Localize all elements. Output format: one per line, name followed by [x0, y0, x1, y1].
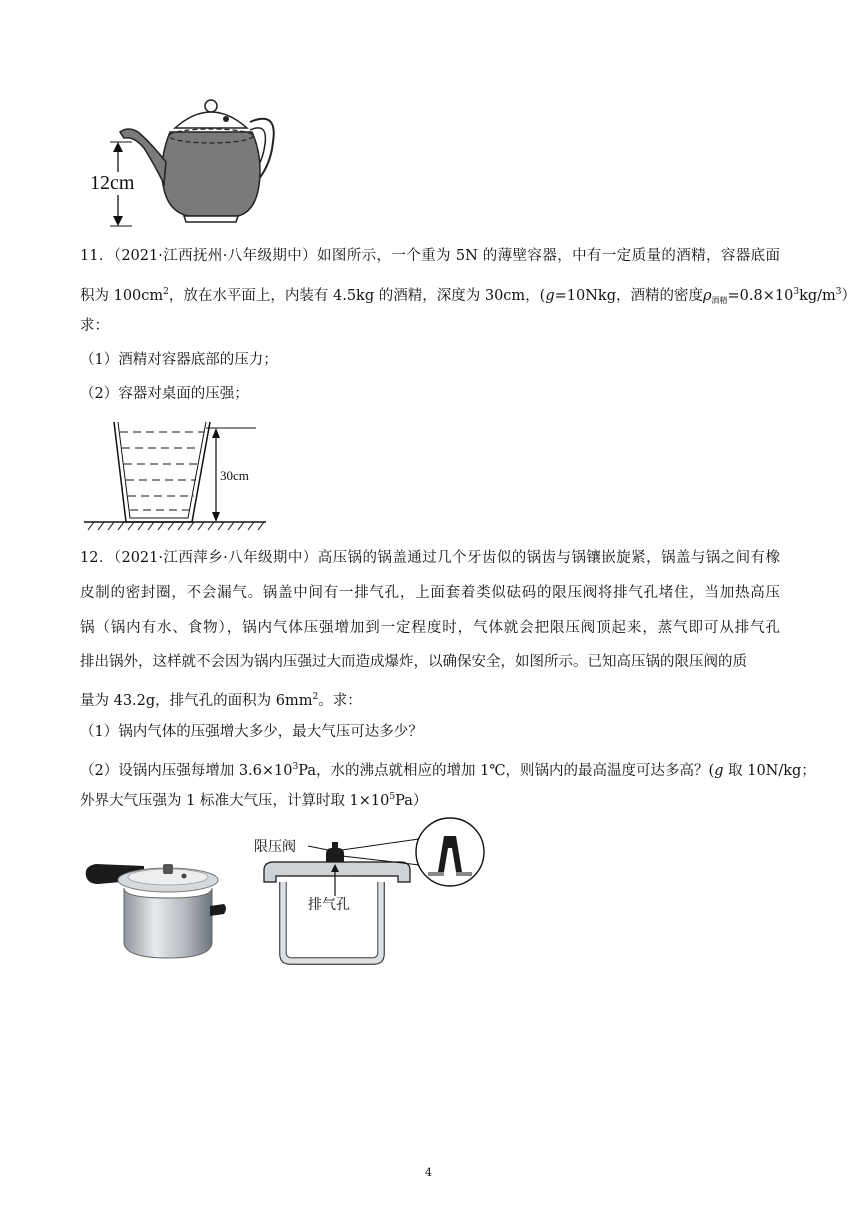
pressure-cooker-illustration [84, 846, 228, 966]
teapot-illustration [80, 92, 280, 232]
q11-line3: 求： [80, 318, 109, 334]
depth-label: 30cm [220, 468, 249, 483]
container-figure [80, 418, 270, 530]
cooker-cross-section [250, 818, 490, 972]
q12-line-last: 外界大气压强为 1 标准大气压，计算时取 $1\times 10^5Pa$） [80, 792, 428, 809]
q11-sub2: （2）容器对桌面的压强； [80, 386, 249, 402]
q11-line1: 11．（2021·江西抚州·八年级期中）如图所示，一个重为 5N 的薄壁容器，中有一定质量的酒精，容器底面 [80, 248, 780, 264]
q12-sub2: （2）设锅内压强每增加 $3.6\times 10^3Pa$，水的沸点就相应的增加 1℃，则锅内的最高温度可达多高？(g 取 10N/kg； [80, 762, 816, 779]
q12-line2: 皮制的密封圈，不会漏气。锅盖中间有一排气孔，上面套着类似砝码的限压阀将排气孔堵住，当加热高压 [80, 585, 780, 601]
valve-label: 限压阀 [254, 839, 296, 855]
q11-line2: 积为 $100cm^2$，放在水平面上，内装有 4.5kg 的酒精，深度为 30cm，(g=10Nkg，酒精的密度$\rho_{酒精}=0.8\times 10^3kg/m^3$） [80, 287, 856, 305]
q12-line5: 量为 43.2g，排气孔的面积为 $6mm^2$。求： [80, 692, 362, 709]
q12-line4: 排出锅外，这样就不会因为锅内压强过大而造成爆炸，以确保安全，如图所示。已知高压锅的限压阀的质 [80, 654, 747, 670]
q12-sub1: （1）锅内气体的压强增大多少，最大气压可达多少？ [80, 724, 423, 740]
height-label: 12cm [90, 172, 135, 194]
pressure-cooker-photo [84, 846, 228, 966]
q11-sub1: （1）酒精对容器底部的压力； [80, 352, 278, 368]
q12-line1: 12．（2021·江西萍乡·八年级期中）高压锅的锅盖通过几个牙齿似的锅齿与锅镶嵌旋紧，锅盖与锅之间有橡 [80, 550, 780, 566]
vent-hole-label: 排气孔 [308, 897, 350, 913]
q12-line3: 锅（锅内有水、食物），锅内气体压强增加到一定程度时，气体就会把限压阀顶起来，蒸气即可从排气孔 [80, 620, 780, 636]
page-number: 4 [425, 1166, 432, 1179]
teapot-figure [80, 92, 280, 232]
